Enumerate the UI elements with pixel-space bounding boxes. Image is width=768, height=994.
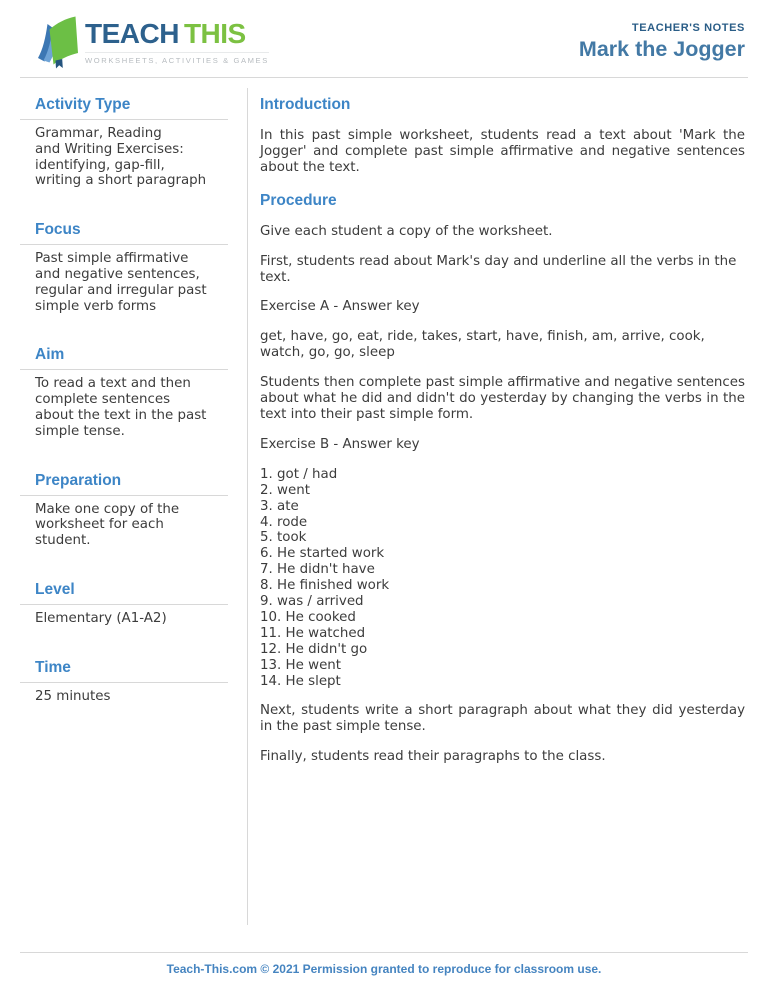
text-line: To read a text and then bbox=[35, 376, 191, 392]
text-line: regular and irregular past bbox=[35, 282, 207, 298]
text-line: 25 minutes bbox=[35, 688, 111, 704]
answer-item: 14. He slept bbox=[260, 673, 341, 689]
logo-tagline: WORKSHEETS, ACTIVITIES & GAMES bbox=[85, 52, 269, 65]
text-line: worksheet for each bbox=[35, 517, 164, 533]
section-time bbox=[20, 659, 228, 705]
procedure-heading: Procedure bbox=[260, 191, 337, 209]
exercise-a-answers: get, have, go, eat, ride, takes, start, have, finish, am, arrive, cook, watch, go, go, sleep bbox=[260, 329, 705, 361]
answer-item: 12. He didn't go bbox=[260, 641, 368, 657]
procedure-paragraph: Students then complete past simple affirmative and negative sentences about what he did and didn't do yesterday by changing the verbs in the text into their past simple form. bbox=[260, 375, 745, 422]
answer-item: 2. went bbox=[260, 482, 310, 498]
text-line: writing a short paragraph bbox=[35, 173, 207, 189]
open-book-icon bbox=[35, 13, 79, 69]
introduction-paragraph: In this past simple worksheet, students read a text about 'Mark the Jogger' and complete past simple affirmative and negative sentences about the text. bbox=[260, 128, 745, 175]
text-line: and negative sentences, bbox=[35, 266, 200, 282]
text-line: Past simple affirmative bbox=[35, 251, 189, 267]
logo-word-this: THIS bbox=[183, 18, 246, 49]
procedure-paragraph: Next, students write a short paragraph about what they did yesterday in the past simple tense. bbox=[260, 703, 745, 735]
answer-item: 3. ate bbox=[260, 498, 299, 514]
main-content bbox=[260, 88, 745, 925]
column-divider bbox=[247, 88, 248, 925]
section-heading: Focus bbox=[20, 221, 228, 245]
text-line: complete sentences bbox=[35, 392, 171, 408]
answer-item: 8. He finished work bbox=[260, 578, 390, 594]
section-heading: Level bbox=[20, 581, 228, 605]
text-line: simple tense. bbox=[35, 423, 125, 439]
logo-wordmark bbox=[85, 19, 269, 49]
copyright-notice: Teach-This.com © 2021 Permission granted to reproduce for classroom use. bbox=[166, 962, 602, 976]
section-level bbox=[20, 581, 228, 627]
text-line: and Writing Exercises: bbox=[35, 141, 184, 157]
answer-item: 10. He cooked bbox=[260, 609, 356, 625]
section-body bbox=[20, 251, 228, 314]
text-line: simple verb forms bbox=[35, 298, 157, 314]
logo-word-teach: TEACH bbox=[85, 18, 179, 49]
header-title-block bbox=[579, 13, 745, 62]
section-preparation bbox=[20, 472, 228, 549]
exercise-b-label: Exercise B - Answer key bbox=[260, 436, 420, 452]
teach-this-logo bbox=[35, 13, 269, 69]
section-heading: Activity Type bbox=[20, 96, 228, 120]
procedure-paragraph: Give each student a copy of the worksheet. bbox=[260, 223, 553, 239]
header bbox=[0, 0, 768, 72]
answer-item: 6. He started work bbox=[260, 546, 385, 562]
footer bbox=[20, 952, 748, 994]
answer-item: 13. He went bbox=[260, 657, 342, 673]
section-heading: Preparation bbox=[20, 472, 228, 496]
section-body bbox=[20, 689, 228, 705]
procedure-paragraph: First, students read about Mark's day and underline all the verbs in the text. bbox=[260, 253, 737, 285]
text-line: Elementary (A1-A2) bbox=[35, 610, 167, 626]
section-body bbox=[20, 502, 228, 549]
text-line: identifying, gap-fill, bbox=[35, 157, 165, 173]
sidebar bbox=[20, 88, 228, 925]
doc-type-label: TEACHER'S NOTES bbox=[631, 22, 745, 34]
content-columns bbox=[0, 78, 768, 925]
section-heading: Aim bbox=[20, 346, 228, 370]
procedure-paragraph: Finally, students read their paragraphs to the class. bbox=[260, 749, 606, 765]
logo-text bbox=[85, 13, 269, 65]
text-line: Make one copy of the bbox=[35, 501, 180, 517]
section-heading: Time bbox=[20, 659, 228, 683]
introduction-heading: Introduction bbox=[260, 96, 351, 113]
answer-item: 11. He watched bbox=[260, 625, 366, 641]
section-body bbox=[20, 376, 228, 439]
text-line: Grammar, Reading bbox=[35, 126, 162, 141]
answer-item: 7. He didn't have bbox=[260, 562, 375, 578]
exercise-a-label: Exercise A - Answer key bbox=[260, 299, 420, 315]
section-body bbox=[20, 126, 228, 189]
answer-item: 1. got / had bbox=[260, 466, 338, 482]
page-title: Mark the Jogger bbox=[578, 37, 745, 61]
answer-item: 4. rode bbox=[260, 514, 308, 530]
section-aim bbox=[20, 346, 228, 439]
text-line: student. bbox=[35, 533, 91, 549]
exercise-b-answer-list bbox=[260, 467, 745, 690]
section-activity-type bbox=[20, 96, 228, 189]
text-line: about the text in the past bbox=[35, 407, 207, 423]
section-focus bbox=[20, 221, 228, 314]
answer-item: 9. was / arrived bbox=[260, 594, 364, 610]
section-body bbox=[20, 611, 228, 627]
answer-item: 5. took bbox=[260, 530, 307, 546]
